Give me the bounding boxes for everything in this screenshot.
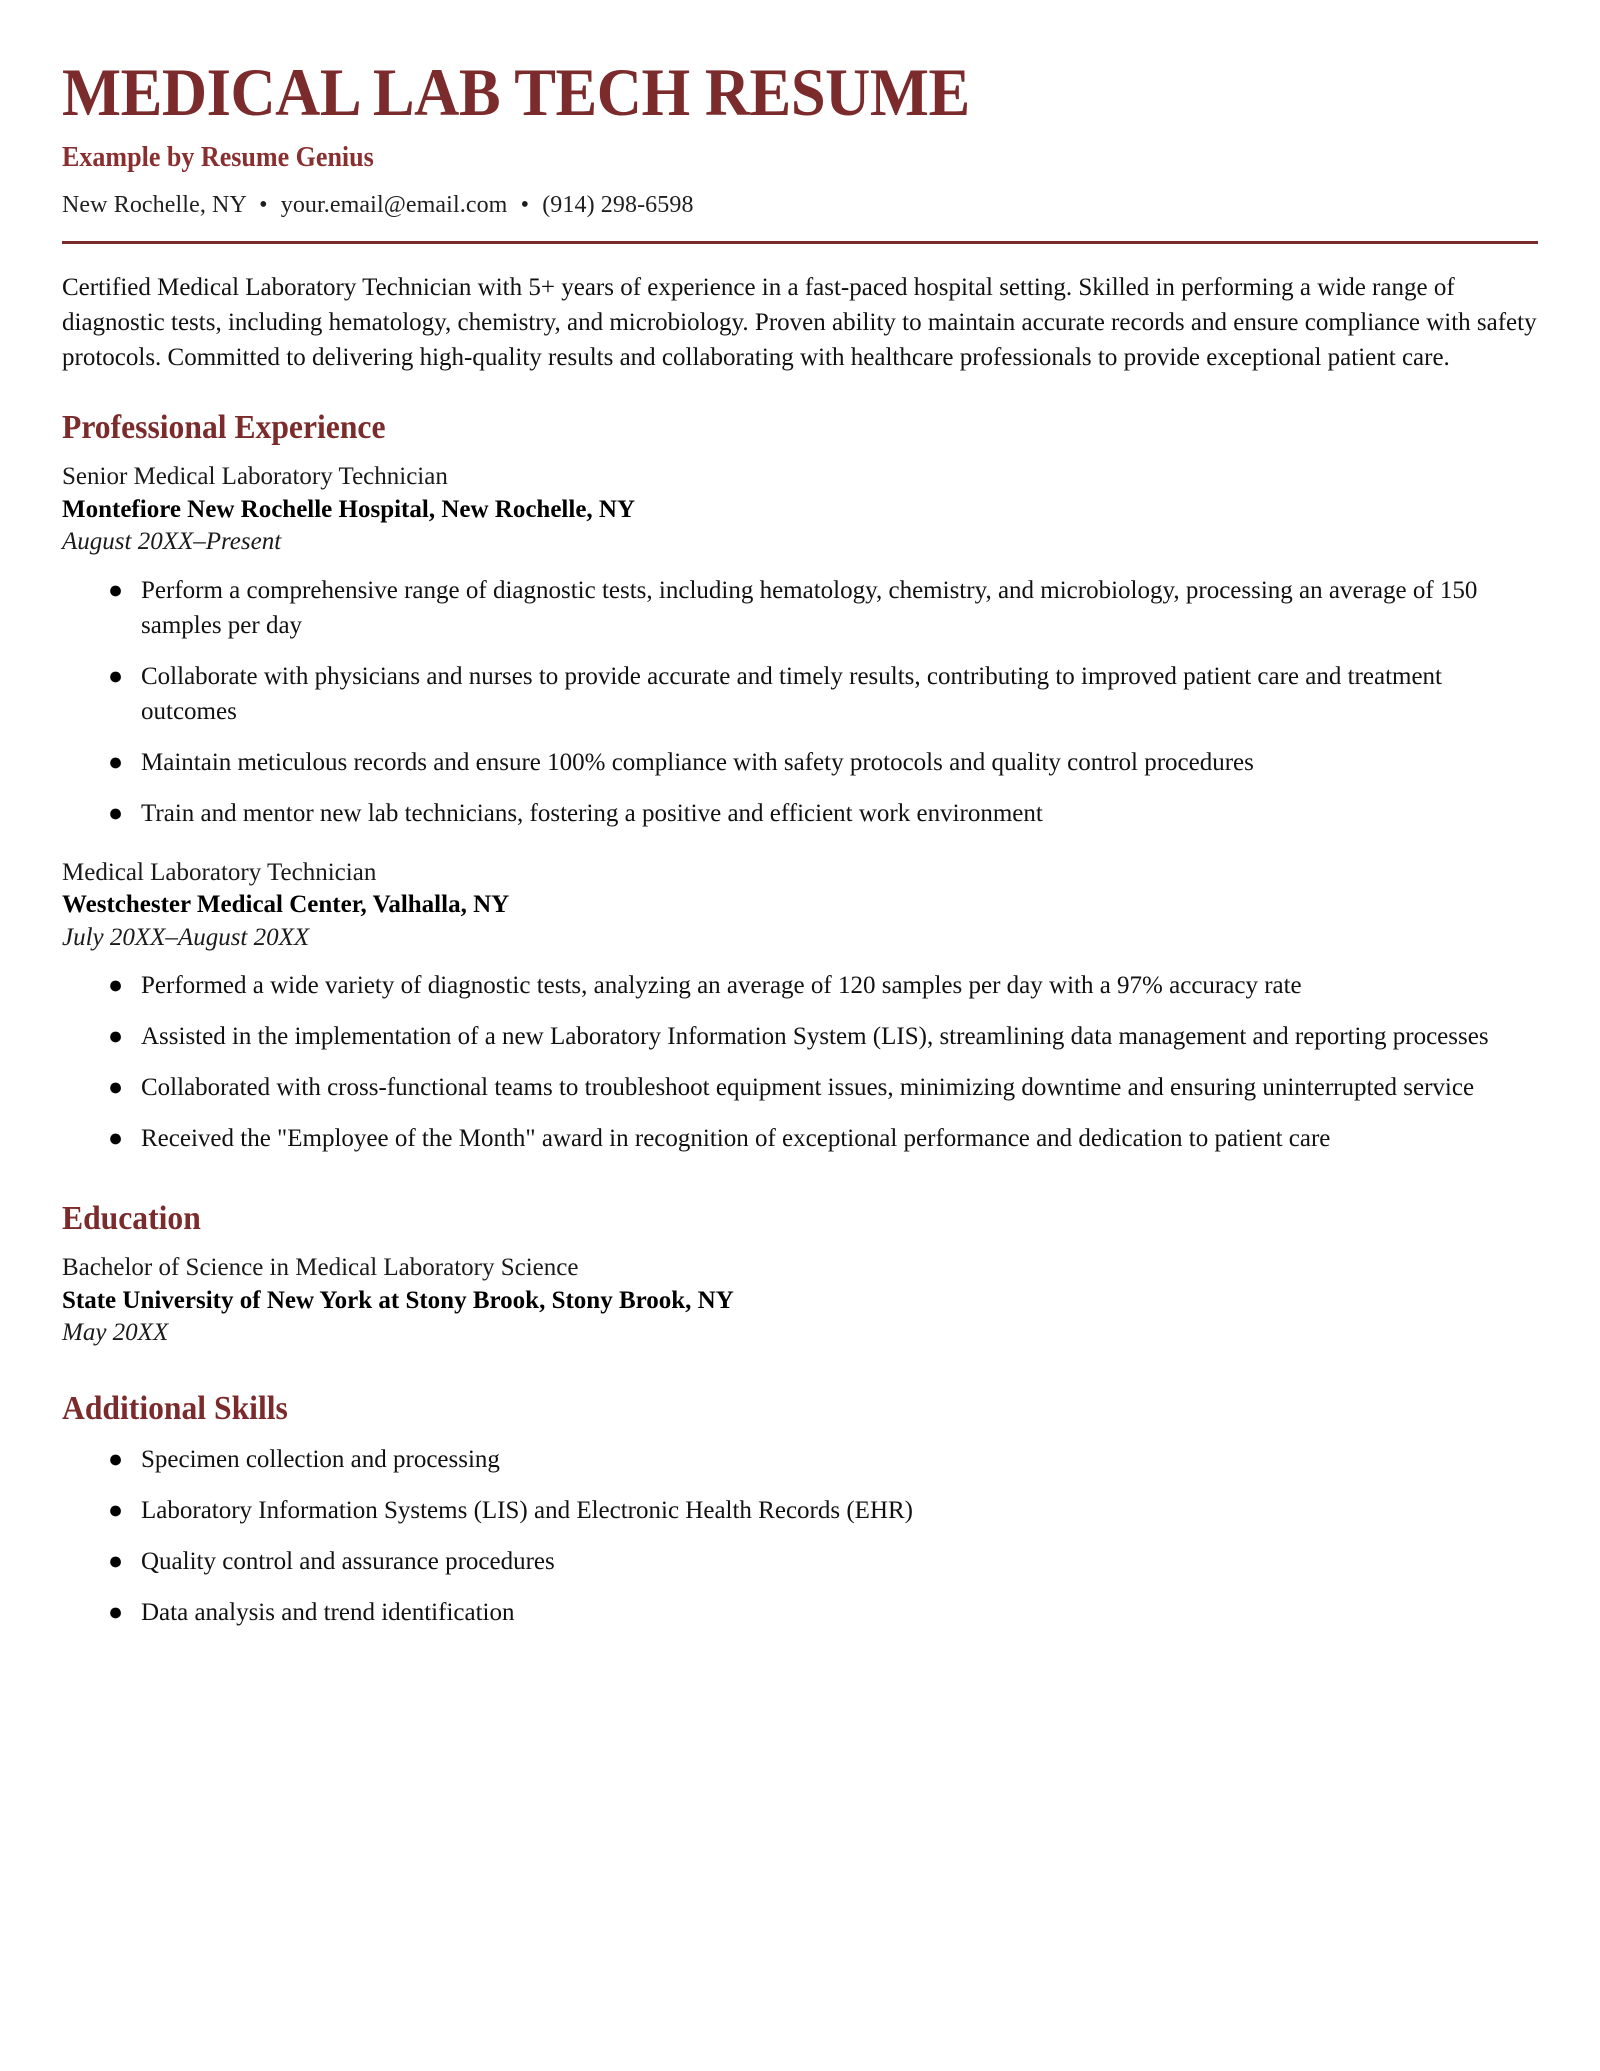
contact-phone[interactable]: (914) 298-6598 [542, 192, 694, 218]
bullet-icon: ● [108, 972, 124, 999]
professional-summary: Certified Medical Laboratory Technician with 5+ years of experience in a fast-paced hospital setting. Skilled in performing a wide range of diagnostic tests, including hematology, chemistry, and microbiology. Proven ability to maintain accurate records and ensure compliance with safety protocols. Committed to delivering high-quality results and collaborating with healthcare professionals to provide exceptional patient care. [62, 274, 1537, 371]
list-item [62, 796, 1538, 831]
job-responsibility-list [62, 968, 1538, 1156]
list-item-text: Perform a comprehensive range of diagnostic tests, including hematology, chemistry, and microbiology, processing an average of 150 samples per day [141, 576, 1478, 639]
list-item [62, 1493, 1538, 1528]
section-professional-experience [62, 409, 1538, 1156]
list-item [62, 1070, 1538, 1105]
employment-dates: July 20XX–August 20XX [62, 923, 310, 951]
education-entry [62, 1252, 1538, 1350]
employer-name: Westchester Medical Center, Valhalla, NY [62, 891, 510, 918]
list-item-text: Data analysis and trend identification [141, 1598, 515, 1626]
list-item-text: Train and mentor new lab technicians, fostering a positive and efficient work environment [141, 799, 1043, 827]
resume-subtitle: Example by Resume Genius [62, 142, 374, 173]
list-item [62, 659, 1538, 729]
employment-dates: August 20XX–Present [62, 528, 282, 555]
job-title: Senior Medical Laboratory Technician [62, 463, 448, 490]
degree-title: Bachelor of Science in Medical Laboratory Science [62, 1254, 579, 1281]
contact-location: New Rochelle, NY [62, 192, 246, 218]
list-item-text: Specimen collection and processing [141, 1445, 500, 1473]
bullet-icon: ● [108, 1445, 124, 1473]
experience-entry [62, 461, 1538, 831]
contact-separator-1: • [259, 192, 268, 218]
list-item-text: Collaborated with cross-functional teams to troubleshoot equipment issues, minimizing downtime and ensuring uninterrupted service [141, 1074, 1475, 1101]
bullet-icon: ● [108, 1074, 124, 1101]
list-item [62, 968, 1538, 1003]
list-item [62, 1019, 1538, 1054]
list-item-text: Collaborate with physicians and nurses to provide accurate and timely results, contributing to improved patient care and treatment outcomes [141, 662, 1443, 725]
list-item [62, 1544, 1538, 1579]
bullet-icon: ● [108, 1598, 124, 1626]
section-heading-skills: Additional Skills [62, 1389, 288, 1427]
list-item [62, 573, 1538, 643]
list-item [62, 1442, 1538, 1477]
bullet-icon: ● [108, 1023, 124, 1050]
list-item-text: Received the "Employee of the Month" award in recognition of exceptional performance and dedication to patient care [141, 1125, 1331, 1152]
resume-header [62, 0, 1538, 244]
list-item-text: Maintain meticulous records and ensure 100% compliance with safety protocols and quality control procedures [141, 748, 1254, 776]
bullet-icon: ● [108, 1496, 124, 1524]
list-item-text: Quality control and assurance procedures [141, 1547, 555, 1575]
bullet-icon: ● [108, 1125, 124, 1152]
bullet-icon: ● [108, 576, 124, 604]
list-item-text: Laboratory Information Systems (LIS) and Electronic Health Records (EHR) [141, 1496, 913, 1524]
job-responsibility-list [62, 573, 1538, 831]
list-item-text: Performed a wide variety of diagnostic tests, analyzing an average of 120 samples per day with a 97% accuracy rate [141, 972, 1302, 999]
section-education [62, 1200, 1538, 1350]
section-heading-experience: Professional Experience [62, 409, 386, 446]
contact-separator-2: • [520, 192, 530, 218]
header-divider [62, 241, 1538, 244]
school-name: State University of New York at Stony Brook, Stony Brook, NY [62, 1286, 734, 1314]
employer-name: Montefiore New Rochelle Hospital, New Rochelle, NY [62, 495, 636, 523]
section-heading-education: Education [62, 1200, 201, 1237]
bullet-icon: ● [108, 1547, 124, 1575]
list-item [62, 745, 1538, 780]
bullet-icon: ● [108, 662, 124, 690]
graduation-date: May 20XX [62, 1319, 169, 1346]
list-item [62, 1121, 1538, 1156]
section-additional-skills [62, 1390, 1538, 1630]
list-item-text: Assisted in the implementation of a new Laboratory Information System (LIS), streamlining data management and reporting processes [141, 1023, 1489, 1050]
job-title: Medical Laboratory Technician [62, 858, 377, 886]
list-item [62, 1595, 1538, 1630]
skills-list [62, 1442, 1538, 1630]
bullet-icon: ● [108, 748, 124, 776]
contact-email[interactable]: your.email@email.com [280, 192, 508, 218]
contact-line [62, 192, 1538, 219]
bullet-icon: ● [108, 799, 124, 827]
experience-entry [62, 857, 1538, 1157]
page-title: MEDICAL LAB TECH RESUME [62, 54, 970, 130]
